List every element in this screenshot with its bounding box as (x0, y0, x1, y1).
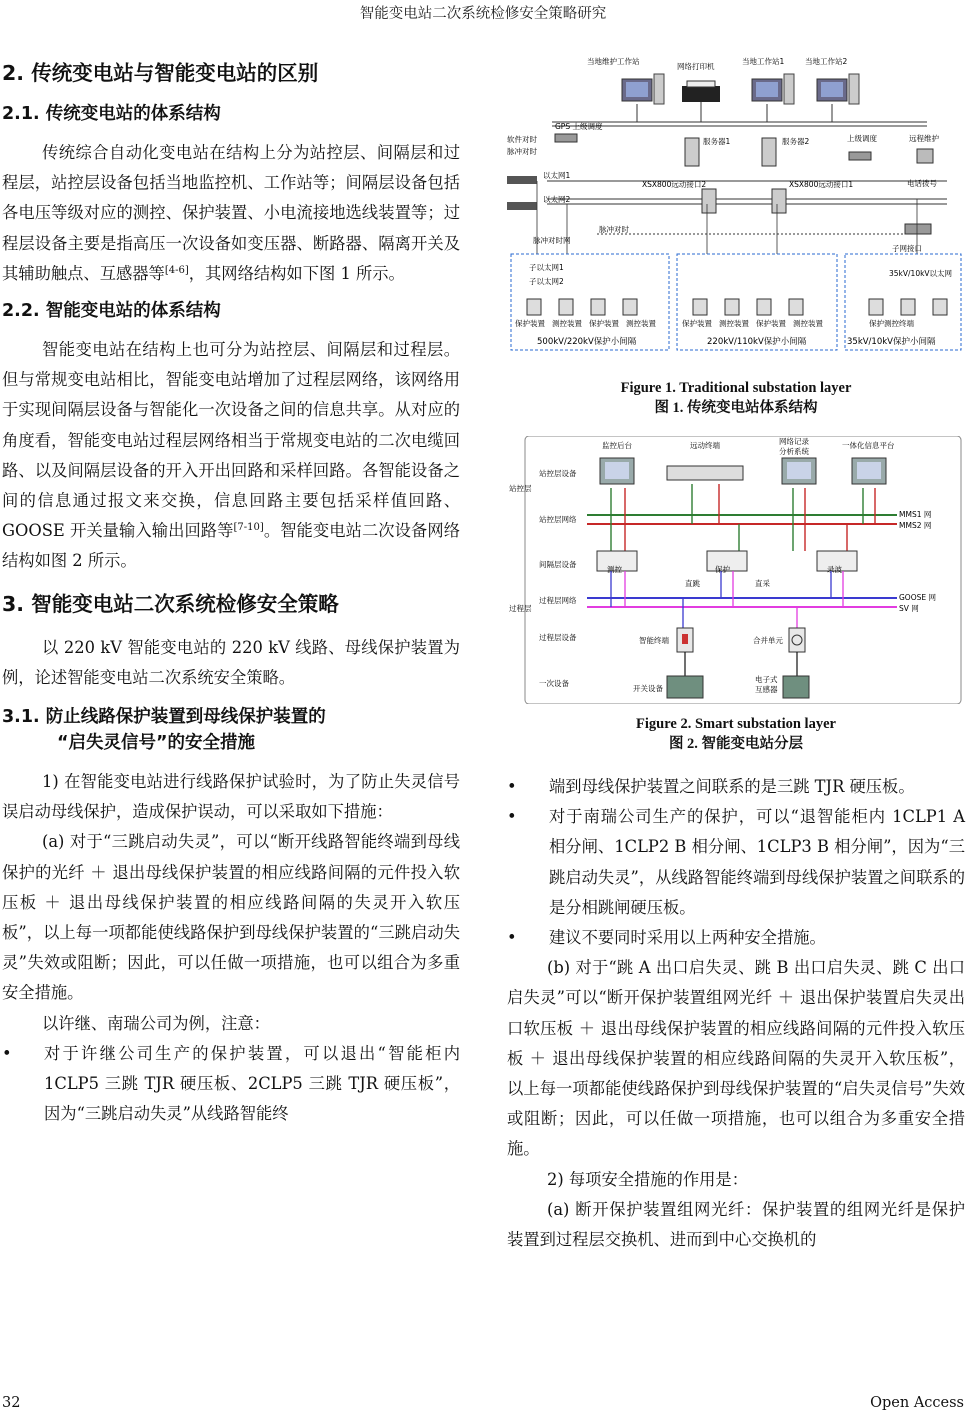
modem-icon (849, 152, 871, 160)
label-station-layer: 站控层 (509, 484, 532, 493)
label-sub-eth2: 子以太网2 (529, 277, 564, 286)
label-pulse-clock: 脉冲对时 (507, 147, 537, 156)
monitor-icon (852, 458, 886, 484)
label-station-dev: 站控层设备 (539, 469, 577, 478)
bullet-item-nari: • 对于南瑞公司生产的保护，可以“退智能柜内 1CLP1 A 相分闸、1CLP2 B 相分闸、1CLP3 B 相分闸”，因为“三跳启动失灵”，从线路智能终端到母线保护装置之间联系的是分相跳闸硬压板。 (507, 802, 965, 923)
label-record: 录波 (827, 565, 842, 574)
citation[interactable]: [4-6] (164, 264, 189, 276)
printer-icon (682, 81, 720, 102)
label-g1-d2: 测控装置 (552, 319, 582, 328)
label-telecontrol: 远动终端 (690, 441, 720, 450)
phone-icon (917, 149, 933, 163)
label-g2-d2: 测控装置 (719, 319, 749, 328)
ect-icon (783, 676, 809, 698)
label-pulse-net: 脉冲对时网 (533, 236, 571, 245)
label-port2: XSX800远动接口2 (642, 180, 707, 189)
bullet-list-right (507, 772, 965, 953)
paragraph-text: 传统综合自动化变电站在结构上分为站控层、间隔层和过程层，站控层设备包括当地监控机、工作站等；间隔层设备包括各电压等级对应的测控、保护装置、小电流接地选线装置等；过程层设备主要是指高压一次设备如变压器、断路器、隔离开关及其辅助触点、互感器等 (2, 143, 460, 283)
workstation-icon (752, 74, 794, 104)
monitor-icon (600, 458, 634, 484)
paragraph-item-2a: (a) 断开保护装置组网光纤：保护装置的组网光纤是保护装置到过程层交换机、进而到中心交换机的 (507, 1199, 965, 1250)
label-merging-unit: 合并单元 (753, 636, 783, 645)
figure-2-caption-zh: 图 2. 智能变电站分层 (668, 736, 804, 752)
label-direct-sample: 直采 (755, 579, 770, 588)
paragraph-text: 。智能变电站二次设备网络结构如图 2 所示。 (2, 521, 460, 571)
workstation-icon (622, 74, 664, 104)
paragraph-item-2: 2) 每项安全措施的作用是： (547, 1169, 748, 1189)
label-phone: 电话拨号 (907, 179, 937, 188)
gps-device-icon (555, 134, 577, 142)
label-sv: SV 网 (899, 604, 919, 613)
figure-1-diagram (507, 54, 965, 366)
label-bay-35: 35kV/10kV以太网 (889, 269, 953, 278)
label-g2-d1: 保护装置 (682, 319, 712, 328)
label-station-net: 站控层网络 (539, 515, 577, 524)
switchgear-icon (667, 676, 703, 698)
label-process-net: 过程层网络 (539, 596, 577, 605)
page-number: 32 (2, 1395, 21, 1411)
label-eth1: 以太网1 (543, 171, 571, 180)
label-mms2: MMS2 网 (899, 521, 932, 530)
bullet-item-xuji: • 对于许继公司生产的保护装置，可以退出“智能柜内 1CLP5 三跳 TJR 硬压板、2CLP5 三跳 TJR 硬压板”，因为“三跳启动失灵”从线路智能终 (2, 1039, 460, 1130)
citation[interactable]: [7-10] (233, 522, 264, 534)
smart-terminal-icon (677, 628, 693, 652)
label-protect: 保护 (715, 565, 730, 574)
label-ect-2: 互感器 (755, 685, 778, 694)
label-group1: 500kV/220kV保护小间隔 (537, 337, 637, 347)
running-header: 智能变电站二次系统检修安全策略研究 (359, 6, 607, 22)
label-ws3: 当地工作站2 (805, 57, 848, 66)
left-column (2, 52, 460, 1129)
label-process-layer: 过程层 (509, 604, 532, 613)
workstation-icon (817, 74, 859, 104)
label-pulse-sync: 脉冲对时 (599, 225, 629, 234)
label-sub-port: 子网接口 (892, 244, 922, 253)
label-switchgear: 开关设备 (633, 684, 663, 693)
paragraph-item-1: 1) 在智能变电站进行线路保护试验时，为了防止失灵信号误启动母线保护，造成保护误动，可以采取如下措施： (2, 772, 460, 822)
label-gps: GPS 上级调度 (555, 122, 603, 131)
right-column (507, 54, 965, 1255)
label-direct-trip: 直跳 (685, 579, 700, 588)
section-2-2-paragraph (2, 335, 460, 577)
label-server2: 服务器2 (782, 137, 810, 146)
label-g1-d4: 测控装置 (626, 319, 656, 328)
section-3-intro: 以 220 kV 智能变电站的 220 kV 线路、母线保护装置为例，论述智能变电站二次系统安全策略。 (2, 637, 460, 687)
label-port1: XSX800远动接口1 (789, 180, 854, 189)
label-group3: 35kV/10kV保护小间隔 (847, 337, 936, 347)
figure-2-diagram (507, 436, 965, 704)
label-soft-clock: 软件对时 (507, 135, 537, 144)
label-smart-terminal: 智能终端 (639, 636, 669, 645)
paragraph-item-a: (a) 对于“三跳启动失灵”，可以“断开线路智能终端到母线保护的光纤 ＋ 退出母线保护装置的相应线路间隔的元件投入软压板 ＋ 退出母线保护装置的相应线路间隔的失灵开入软压板”，以上每一项都能使线路保护到母线保护装置的“三跳启动失灵”失效或阻断；因此，可以任做一项措施，也可以组合为多重安全措施。 (2, 832, 460, 1003)
label-g2-d4: 测控装置 (793, 319, 823, 328)
figure-2 (507, 436, 965, 754)
continuation-text: 端到母线保护装置之间联系的是三跳 TJR 硬压板。 (549, 777, 915, 796)
label-bay-dev: 间隔层设备 (539, 560, 577, 569)
label-upper: 上级调度 (847, 134, 877, 143)
section-2-heading: 2. 传统变电站与智能变电站的区别 (2, 61, 319, 85)
bullet-continuation (507, 772, 965, 802)
monitor-icon (782, 458, 816, 484)
label-g3-d1: 保护测控终端 (869, 319, 914, 328)
telecontrol-icon (667, 466, 743, 480)
section-3-heading: 3. 智能变电站二次系统检修安全策略 (2, 591, 339, 616)
label-process-dev: 过程层设备 (539, 633, 577, 642)
interface-icon (905, 224, 931, 234)
paragraph-item-b: (b) 对于“跳 A 出口启失灵、跳 B 出口启失灵、跳 C 出口启失灵”可以“断开保护装置组网光纤 ＋ 退出保护装置启失灵出口软压板 ＋ 退出母线保护装置的相应线路间隔的元件投入软压板 ＋ 退出母线保护装置的相应线路间隔的失灵开入软压板”，以上每一项都能使线路保护到母线保护装置的“启失灵信号”失效或阻断；因此，可以任做一项措施，也可以组合为多重安全措施。 (507, 958, 965, 1159)
label-recorder-1: 网络记录 (779, 437, 809, 446)
paragraph-text: ，其网络结构如下图 1 所示。 (188, 263, 405, 283)
label-monitor: 监控后台 (602, 441, 632, 450)
label-ws1: 当地维护工作站 (587, 57, 640, 66)
label-g2-d3: 保护装置 (756, 319, 786, 328)
label-g1-d3: 保护装置 (589, 319, 619, 328)
figure-2-caption-en: Figure 2. Smart substation layer (636, 716, 836, 732)
right-text-block (507, 772, 965, 1255)
label-primary-dev: 一次设备 (539, 679, 569, 688)
label-goose: GOOSE 网 (899, 593, 937, 602)
server-icon (762, 138, 776, 166)
paragraph-example: 以许继、南瑞公司为例，注意： (42, 1013, 270, 1033)
section-3-1-heading-line1: 3.1. 防止线路保护装置到母线保护装置的 (2, 707, 326, 728)
label-group2: 220kV/110kV保护小间隔 (707, 337, 807, 347)
label-printer: 网络打印机 (677, 62, 715, 71)
label-info-platform: 一体化信息平台 (842, 441, 895, 450)
label-g1-d1: 保护装置 (515, 319, 545, 328)
bullet-list-left (2, 1039, 460, 1130)
label-mms1: MMS1 网 (899, 510, 932, 519)
label-sub-eth1: 子以太网1 (529, 263, 564, 272)
label-server1: 服务器1 (703, 137, 731, 146)
label-eth2: 以太网2 (543, 195, 571, 204)
figure-1-caption-zh: 图 1. 传统变电站体系结构 (654, 400, 818, 416)
section-2-1-heading: 2.1. 传统变电站的体系结构 (2, 104, 221, 124)
merging-unit-icon (789, 628, 805, 652)
label-measure: 测控 (607, 565, 622, 574)
section-2-1-paragraph (2, 138, 460, 289)
figure-1 (507, 54, 965, 418)
server-icon (685, 138, 699, 166)
bullet-item-advice: • 建议不要同时采用以上两种安全措施。 (507, 923, 965, 953)
label-remote: 远程维护 (909, 134, 939, 143)
section-2-2-heading: 2.2. 智能变电站的体系结构 (2, 301, 221, 322)
section-3-1-heading-line2: “启失灵信号”的安全措施 (57, 733, 256, 754)
label-ws2: 当地工作站1 (742, 57, 785, 66)
paragraph-text: 智能变电站在结构上也可分为站控层、间隔层和过程层。但与常规变电站相比，智能变电站增加了过程层网络，该网络用于实现间隔层设备与智能化一次设备之间的信息共享。从对应的角度看，智能变电站过程层网络相当于常规变电站的二次电缆回路、以及间隔层设备的开入开出回路和采样回路。各智能设备之间的信息通过报文来交换，信息回路主要包括采样值回路、GOOSE 开关量输入输出回路等 (2, 340, 460, 541)
journal-name: Open Access (870, 1395, 964, 1411)
label-recorder-2: 分析系统 (779, 447, 809, 456)
figure-1-caption-en: Figure 1. Traditional substation layer (620, 380, 852, 396)
label-ect-1: 电子式 (755, 675, 778, 684)
